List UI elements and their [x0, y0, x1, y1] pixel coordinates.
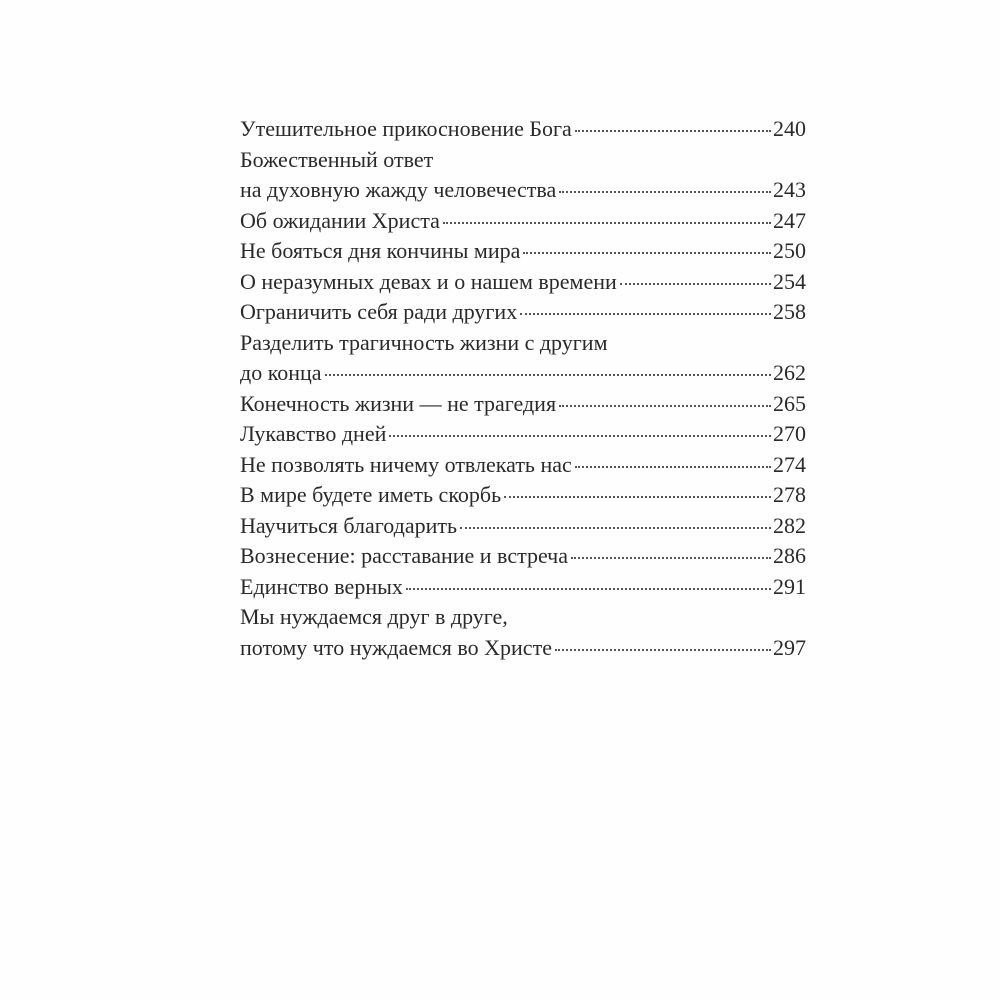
dot-leader [520, 313, 771, 315]
toc-entry [240, 267, 806, 298]
toc-page-number: 240 [773, 116, 806, 141]
toc-entry-title: Разделить трагичность жизни с другим [240, 329, 608, 355]
dot-leader [325, 374, 771, 376]
toc-page-number: 291 [773, 573, 806, 599]
toc-entry-title: Не позволять ничему отвлекать нас [240, 451, 572, 477]
dot-leader [571, 557, 771, 559]
toc-entry-title-continued: до конца [240, 360, 322, 385]
toc-page-number: 297 [773, 634, 806, 660]
toc-page-number: 243 [773, 177, 806, 202]
toc-entry [240, 145, 806, 206]
dot-leader [559, 191, 771, 193]
toc-page-number: 258 [773, 299, 806, 324]
toc-entry [240, 297, 806, 328]
toc-entry [240, 450, 806, 481]
toc-entry [240, 419, 806, 450]
dot-leader [460, 527, 771, 529]
toc-entry-title: Об ожидании Христа [240, 207, 440, 233]
toc-page-number: 278 [773, 482, 806, 507]
toc-entry-title: Утешительное прикосновение Бога [240, 116, 572, 141]
toc-page-number: 254 [773, 268, 806, 294]
toc-entry [240, 541, 806, 572]
toc-page-number: 286 [773, 543, 806, 568]
toc-entry-title: Лукавство дней [240, 421, 387, 446]
toc-entry-title: Ограничить себя ради других [240, 299, 518, 324]
toc-entry-title: Единство верных [240, 573, 403, 599]
toc-entry-title: Не бояться дня кончины мира [240, 238, 521, 263]
toc-entry [240, 236, 806, 267]
toc-page-number: 274 [773, 451, 806, 477]
toc-entry-title-continued: потому что нуждаемся во Христе [240, 634, 552, 660]
toc-page-number: 247 [773, 207, 806, 233]
toc-page-number: 282 [773, 512, 806, 538]
dot-leader [406, 588, 771, 590]
toc-entry [240, 511, 806, 542]
toc-entry-title: Божественный ответ [240, 146, 434, 172]
toc-page-number: 250 [773, 238, 806, 263]
dot-leader [559, 405, 771, 407]
dot-leader [389, 435, 771, 437]
toc-entry [240, 328, 806, 389]
toc-entry-title: В мире будете иметь скорбь [240, 482, 502, 507]
toc-entry [240, 389, 806, 420]
dot-leader [443, 222, 771, 224]
toc-entry-title: О неразумных девах и о нашем времени [240, 268, 617, 294]
toc-entry [240, 114, 806, 145]
toc-entry-title: Конечность жизни — не трагедия [240, 390, 557, 416]
toc-page-number: 270 [773, 421, 806, 446]
toc-entry-title: Мы нуждаемся друг в друге, [240, 604, 508, 629]
toc-entry-title-continued: на духовную жажду человечества [240, 177, 557, 202]
dot-leader [504, 496, 771, 498]
toc-entry-title: Вознесение: расставание и встреча [240, 543, 569, 568]
toc-entry [240, 572, 806, 603]
dot-leader [523, 252, 771, 254]
toc-entry [240, 206, 806, 237]
toc-entry-title: Научиться благодарить [240, 512, 458, 538]
dot-leader [555, 649, 771, 651]
dot-leader [620, 283, 771, 285]
toc-entry [240, 480, 806, 511]
toc-page-number: 265 [773, 390, 806, 416]
toc-page-number: 262 [773, 360, 806, 385]
dot-leader [575, 130, 771, 132]
table-of-contents [240, 114, 806, 663]
dot-leader [575, 466, 771, 468]
toc-entry [240, 602, 806, 663]
